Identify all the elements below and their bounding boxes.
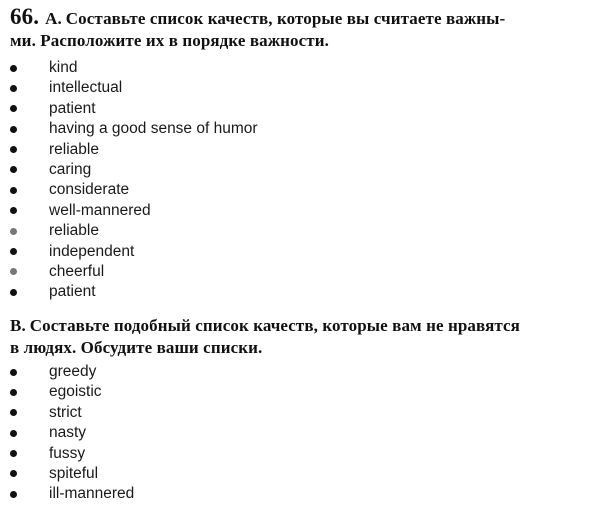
list-item-text: egoistic [49,383,102,401]
list-item-text: considerate [49,181,130,199]
section-b-instruction-line-2: в людях. Обсудите ваши списки. [10,338,263,357]
bullet-dot-icon [10,409,17,416]
list-item-text: greedy [49,363,97,380]
list-item-text: having a good sense of humor [49,120,258,138]
list-item-text: patient [49,283,96,301]
bullet-dot-icon [10,470,17,477]
bullet-dot-icon [10,389,17,396]
bullet-dot-icon [10,187,17,194]
bullet-dot-icon [10,369,17,376]
list-item-text: nasty [49,424,87,442]
list-item-text: spiteful [49,464,99,482]
section-b-heading-line-1 [10,315,590,337]
bullet-dot-icon [10,166,17,173]
bullet-dot-icon [10,105,17,112]
section-b-heading [10,315,590,359]
section-b-instruction-line-1: Составьте подобный список качеств, которые вам не нравятся [29,316,520,335]
section-a-heading [10,6,590,52]
list-item-text: patient [49,99,96,117]
exercise-number: 66. [10,4,40,29]
list-item-text: strict [49,403,82,421]
bullet-dot-icon [10,146,17,153]
list-item-text: cheerful [49,262,105,280]
section-b-letter: В. [10,316,26,335]
bullet-dot-icon [10,126,17,133]
bullet-dot-icon [10,228,17,235]
section-a-heading-line-1 [10,6,590,30]
list-item-text: fussy [49,444,86,462]
list-item-text: reliable [49,222,99,240]
list-item-text: intellectual [49,79,123,97]
bullet-dot-icon [10,430,17,437]
bullet-dot-icon [10,268,17,275]
list-item-text: caring [49,160,92,178]
list-item-text: reliable [49,140,99,158]
bullet-dot-icon [10,289,17,296]
bullet-dot-icon [10,450,17,457]
bullet-dot-icon [10,65,17,72]
section-a-letter: А. [45,9,62,28]
list-item-text: ill-mannered [49,485,135,503]
section-a-instruction-line-1: Составьте список качеств, которые вы считаете важны- [65,9,506,28]
list-item-text: independent [49,242,135,260]
bullet-dot-icon [10,491,17,498]
section-a-instruction-line-2: ми. Расположите их в порядке важности. [10,31,329,50]
bullet-dot-icon [10,248,17,255]
bullet-dot-icon [10,207,17,214]
bullet-dot-icon [10,85,17,92]
list-item-text: well-mannered [49,201,151,219]
list-item-text: kind [49,59,78,76]
